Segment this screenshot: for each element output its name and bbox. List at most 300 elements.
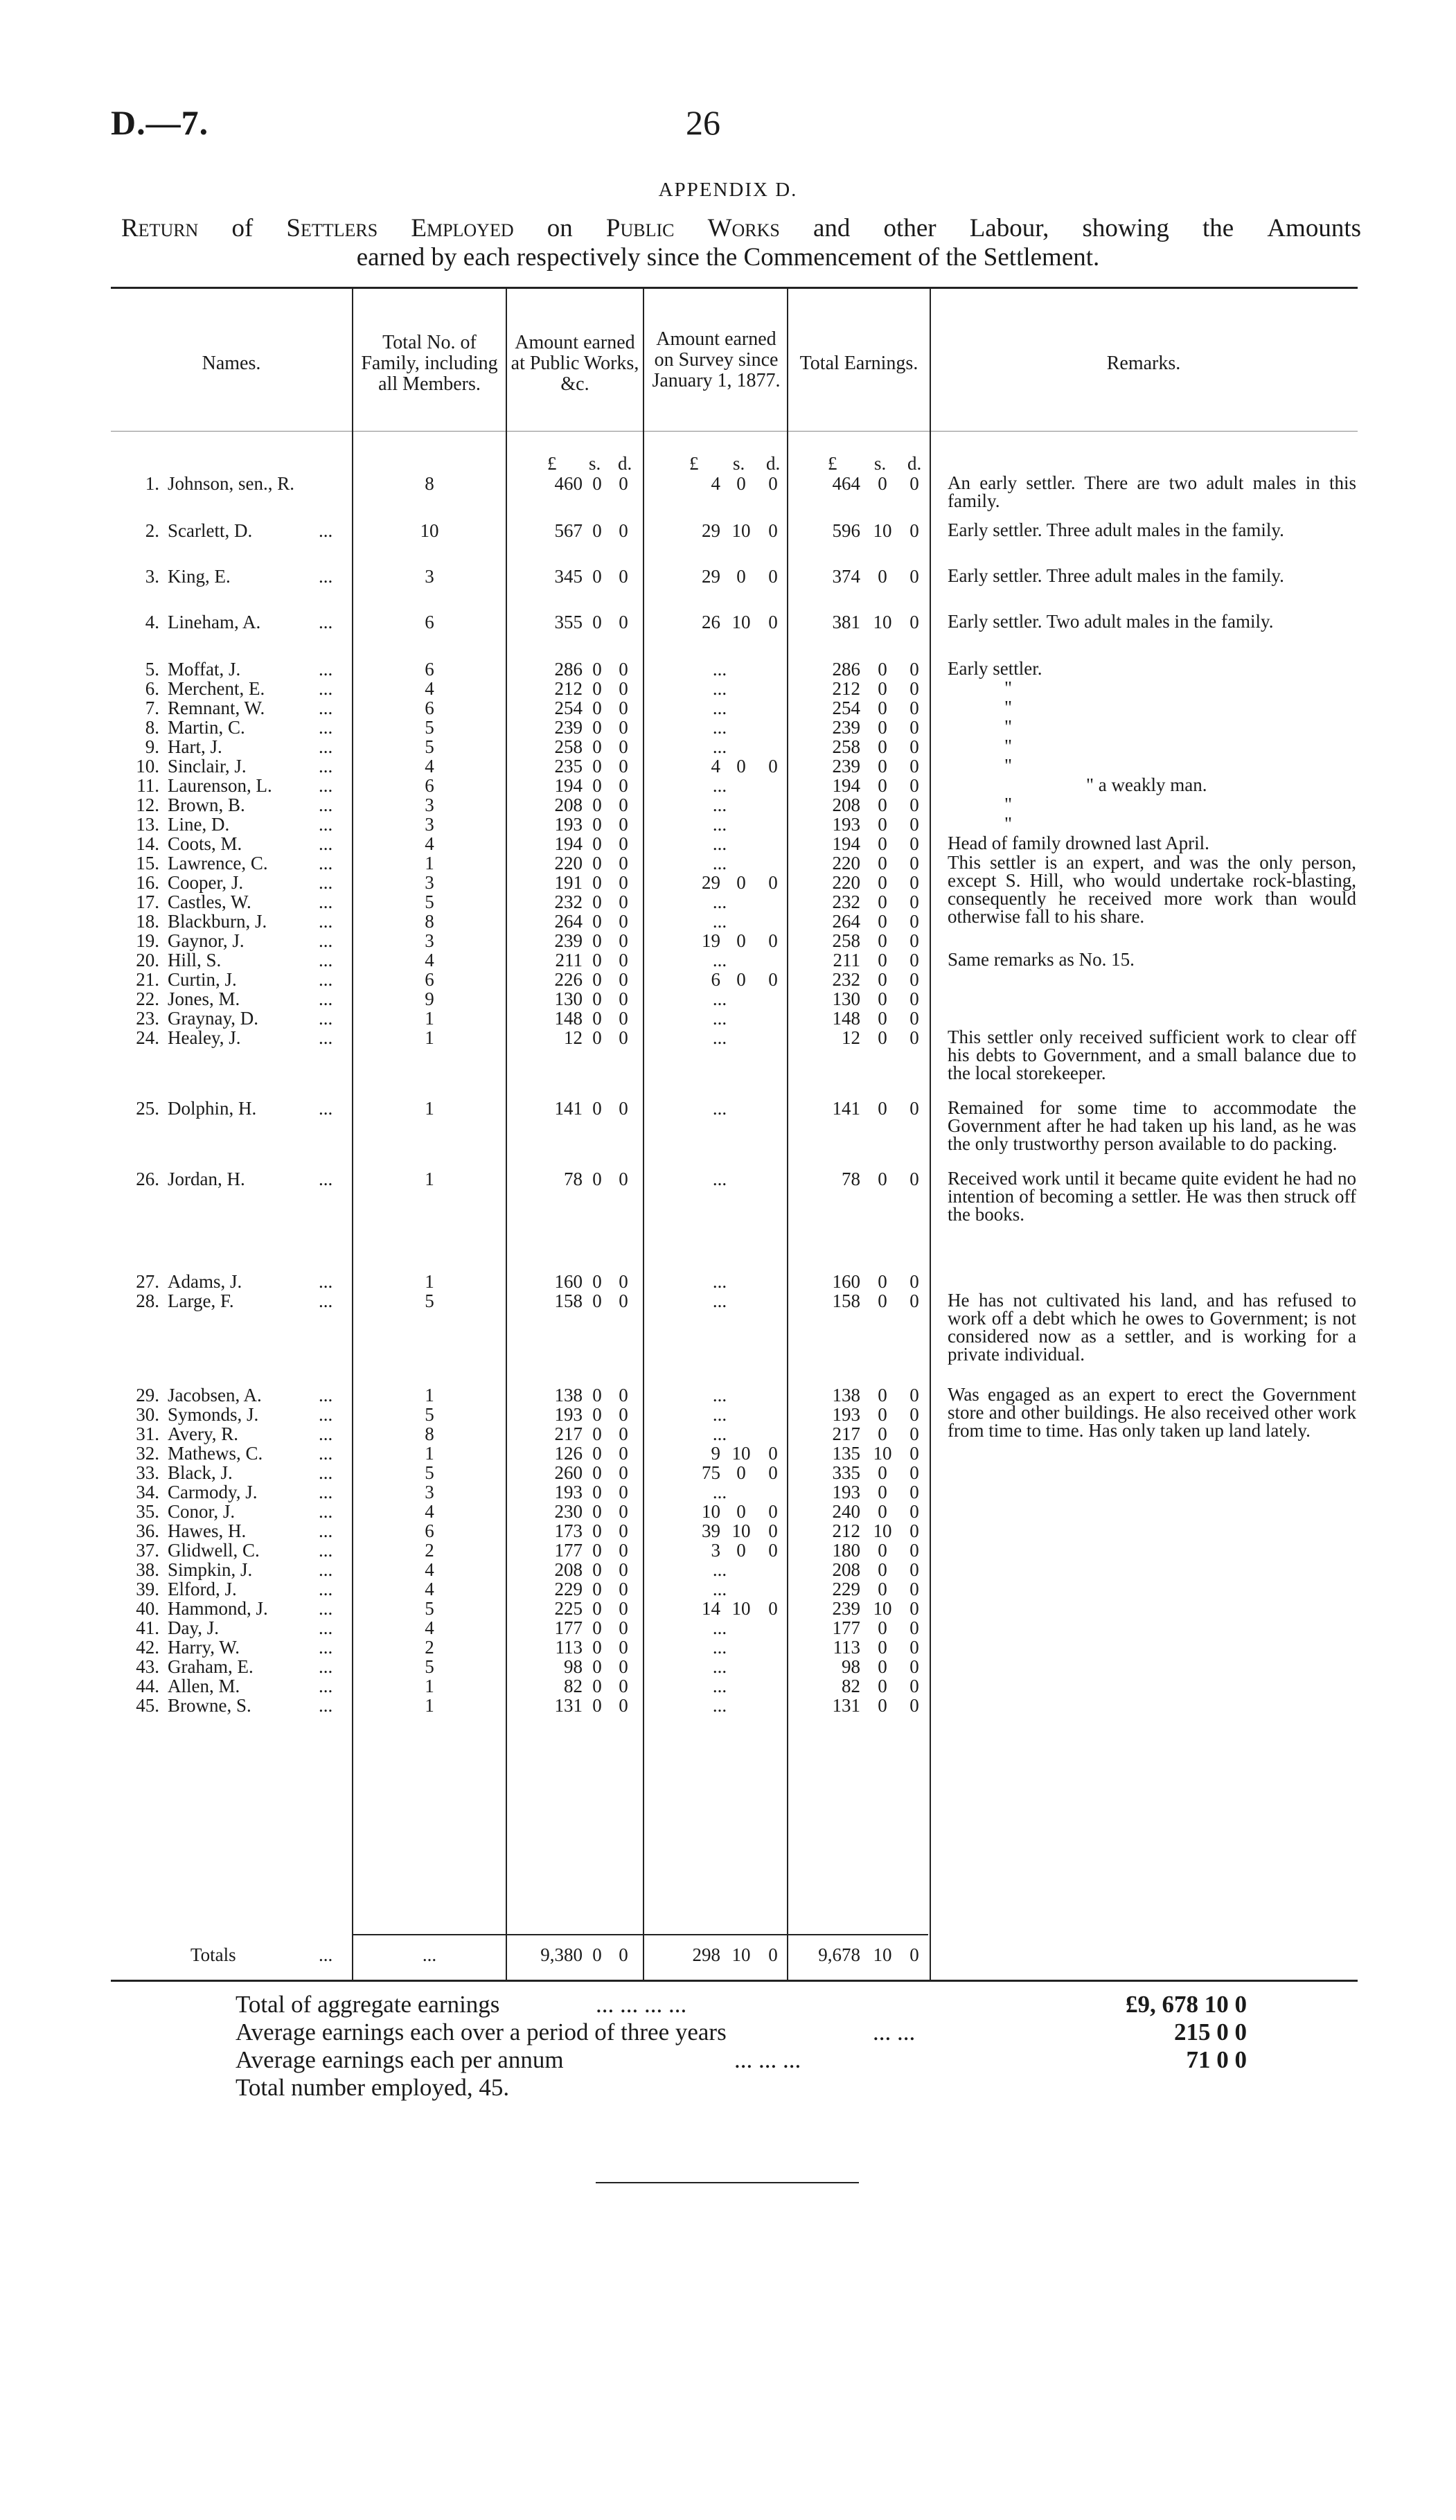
total-pence: 0 [909,1027,919,1048]
row-number: 1. [145,473,159,494]
public-shillings: 0 [592,659,602,680]
title-word: showing [1082,214,1169,242]
pub-unit-s: s. [589,453,601,474]
remark-text: Received work until it became quite evident he had no intention of becoming a settler. He was then struck off the books. [948,1168,1356,1225]
public-pounds: 141 [554,1098,583,1119]
total-shillings: 0 [878,853,887,873]
survey-blank: ... [712,678,727,699]
total-pounds: 78 [842,1169,860,1189]
family-count: 1 [425,1098,434,1119]
total-pounds: 193 [832,1404,860,1425]
title-word: other [883,214,936,242]
total-shillings: 0 [878,872,887,893]
survey-blank: ... [712,891,727,912]
survey-blank: ... [712,717,727,738]
total-pounds: 211 [833,950,860,970]
family-count: 4 [425,1579,434,1599]
total-pence: 0 [909,473,919,494]
public-shillings: 0 [592,1271,602,1292]
survey-blank: ... [712,1423,727,1444]
public-shillings: 0 [592,1290,602,1311]
survey-pence: 0 [768,1598,778,1619]
public-shillings: 0 [592,566,602,587]
total-pounds: 240 [832,1501,860,1522]
family-count: 8 [425,473,434,494]
total-pence: 0 [909,1695,919,1716]
name-dots: ... [319,988,333,1009]
public-pounds: 229 [554,1579,583,1599]
title-word: Settlers [286,214,378,242]
public-pounds: 208 [554,1559,583,1580]
survey-blank: ... [712,1290,727,1311]
total-pence: 0 [909,678,919,699]
family-count: 4 [425,678,434,699]
totals-total-pounds: 9,678 [818,1944,860,1965]
public-pence: 0 [619,1423,628,1444]
family-count: 8 [425,911,434,932]
survey-shillings: 0 [736,1540,746,1561]
summary-amount: 215 0 0 [1174,2018,1247,2046]
settler-name: Brown, B. [168,795,245,815]
title-word: Return [121,214,199,242]
total-pounds: 335 [832,1462,860,1483]
remark-text: An early settler. There are two adult males in this family. [948,472,1356,511]
summary-amount: 71 0 0 [1186,2046,1247,2073]
settler-name: Blackburn, J. [168,911,267,932]
survey-pounds: 75 [702,1462,720,1483]
public-pence: 0 [619,853,628,873]
remark-text: Early settler. Three adult males in the family. [948,565,1284,586]
survey-pounds: 26 [702,612,720,632]
survey-blank: ... [712,736,727,757]
tot-unit-d: d. [907,453,922,474]
total-pence: 0 [909,1423,919,1444]
public-pounds: 211 [555,950,583,970]
total-pence: 0 [909,795,919,815]
remark-text: " [1004,716,1013,737]
survey-pence: 0 [768,1520,778,1541]
public-pounds: 193 [554,814,583,835]
total-shillings: 0 [878,833,887,854]
total-pounds: 82 [842,1676,860,1696]
survey-blank: ... [712,1676,727,1696]
row-number: 29. [136,1385,159,1405]
settler-name: Mathews, C. [168,1443,263,1464]
total-pounds: 212 [832,1520,860,1541]
row-number: 31. [136,1423,159,1444]
table-top-rule [111,287,1358,289]
survey-pounds: 10 [702,1501,720,1522]
public-pence: 0 [619,1579,628,1599]
public-pence: 0 [619,1098,628,1119]
total-shillings: 0 [878,891,887,912]
settler-name: Coots, M. [168,833,242,854]
total-pounds: 160 [832,1271,860,1292]
public-pounds: 126 [554,1443,583,1464]
total-pence: 0 [909,775,919,796]
total-pence: 0 [909,566,919,587]
public-pence: 0 [619,911,628,932]
survey-blank: ... [712,1482,727,1502]
family-count: 3 [425,795,434,815]
total-shillings: 0 [878,775,887,796]
family-count: 2 [425,1637,434,1658]
row-number: 34. [136,1482,159,1502]
col-rule-1 [352,287,353,1981]
public-pounds: 235 [554,756,583,777]
public-shillings: 0 [592,1617,602,1638]
survey-shillings: 10 [731,1520,751,1541]
settler-name: Day, J. [168,1617,219,1638]
survey-shillings: 10 [731,1443,751,1464]
public-pounds: 177 [554,1617,583,1638]
public-pence: 0 [619,736,628,757]
public-pence: 0 [619,566,628,587]
survey-pence: 0 [768,520,778,541]
survey-blank: ... [712,1008,727,1029]
remark-text: This settler only received sufficient work to clear off his debts to Government, and a small balance due to the local storekeeper. [948,1027,1356,1083]
family-count: 1 [425,1169,434,1189]
title-word: of [231,214,254,242]
public-pence: 0 [619,930,628,951]
settler-name: Laurenson, L. [168,775,272,796]
survey-blank: ... [712,1098,727,1119]
public-shillings: 0 [592,930,602,951]
row-number: 4. [145,612,159,632]
total-pence: 0 [909,698,919,718]
row-number: 22. [136,988,159,1009]
total-shillings: 10 [873,1520,892,1541]
family-count: 6 [425,969,434,990]
survey-pence: 0 [768,969,778,990]
header-public: Amount earned at Public Works, &c. [511,332,639,395]
total-shillings: 0 [878,1656,887,1677]
survey-blank: ... [712,1271,727,1292]
remark-text: He has not cultivated his land, and has refused to work off a debt which he owes to Government; is not considered now as a settler, and is working for a private individual. [948,1290,1356,1365]
total-pounds: 286 [832,659,860,680]
appendix-title: APPENDIX D. [658,179,798,201]
name-dots: ... [319,1008,333,1029]
family-count: 4 [425,1559,434,1580]
total-pence: 0 [909,520,919,541]
row-number: 39. [136,1579,159,1599]
name-dots: ... [319,1695,333,1716]
public-pounds: 460 [554,473,583,494]
settler-name: Conor, J. [168,1501,236,1522]
total-pence: 0 [909,969,919,990]
family-count: 3 [425,1482,434,1502]
survey-blank: ... [712,853,727,873]
public-shillings: 0 [592,1579,602,1599]
total-pence: 0 [909,1559,919,1580]
survey-blank: ... [712,1637,727,1658]
total-pence: 0 [909,1271,919,1292]
survey-pounds: 29 [702,520,720,541]
name-dots: ... [319,911,333,932]
name-dots: ... [319,1098,333,1119]
table-title-line2: earned by each respectively since the Commencement of the Settlement. [356,243,1100,272]
settler-name: Jacobsen, A. [168,1385,262,1405]
name-dots: ... [319,659,333,680]
total-shillings: 0 [878,1637,887,1658]
public-pounds: 226 [554,969,583,990]
public-shillings: 0 [592,1695,602,1716]
name-dots: ... [319,717,333,738]
total-pence: 0 [909,756,919,777]
total-pounds: 135 [832,1443,860,1464]
public-shillings: 0 [592,1656,602,1677]
survey-shillings: 0 [736,756,746,777]
survey-pence: 0 [768,930,778,951]
survey-pence: 0 [768,1540,778,1561]
total-pence: 0 [909,736,919,757]
public-shillings: 0 [592,1385,602,1405]
survey-pence: 0 [768,1501,778,1522]
settler-name: Cooper, J. [168,872,244,893]
settler-name: Symonds, J. [168,1404,259,1425]
survey-pence: 0 [768,612,778,632]
row-number: 24. [136,1027,159,1048]
public-pounds: 82 [564,1676,583,1696]
row-number: 25. [136,1098,159,1119]
name-dots: ... [319,566,333,587]
title-word: and [813,214,851,242]
name-dots: ... [319,612,333,632]
survey-pence: 0 [768,1462,778,1483]
name-dots: ... [319,1540,333,1561]
survey-shillings: 0 [736,872,746,893]
public-shillings: 0 [592,473,602,494]
settler-name: Lawrence, C. [168,853,268,873]
public-shillings: 0 [592,833,602,854]
survey-shillings: 10 [731,520,751,541]
public-shillings: 0 [592,698,602,718]
totals-public-pounds: 9,380 [540,1944,583,1965]
public-pence: 0 [619,1482,628,1502]
settler-name: King, E. [168,566,231,587]
name-dots: ... [319,1423,333,1444]
survey-pounds: 29 [702,566,720,587]
public-pence: 0 [619,1169,628,1189]
header-survey: Amount earned on Survey since January 1, 1877. [652,328,781,391]
row-number: 45. [136,1695,159,1716]
name-dots: ... [319,1462,333,1483]
public-shillings: 0 [592,1501,602,1522]
public-shillings: 0 [592,1637,602,1658]
total-pence: 0 [909,833,919,854]
total-pounds: 12 [842,1027,860,1048]
total-pounds: 381 [832,612,860,632]
public-shillings: 0 [592,814,602,835]
total-pence: 0 [909,872,919,893]
name-dots: ... [319,872,333,893]
total-shillings: 0 [878,1617,887,1638]
name-dots: ... [319,736,333,757]
total-pence: 0 [909,814,919,835]
total-pence: 0 [909,1098,919,1119]
public-pounds: 225 [554,1598,583,1619]
family-count: 2 [425,1540,434,1561]
family-count: 9 [425,988,434,1009]
row-number: 32. [136,1443,159,1464]
total-shillings: 0 [878,950,887,970]
total-pounds: 239 [832,756,860,777]
remark-text: This settler is an expert, and was the only person, except S. Hill, who would undertake rock-blasting, consequently he received more work than would otherwise fall to his share. [948,852,1356,927]
total-shillings: 10 [873,520,892,541]
settler-name: Moffat, J. [168,659,241,680]
total-pounds: 464 [832,473,860,494]
remark-text: Head of family drowned last April. [948,833,1209,853]
settler-name: Carmody, J. [168,1482,258,1502]
total-shillings: 0 [878,698,887,718]
total-pence: 0 [909,1169,919,1189]
total-shillings: 0 [878,1271,887,1292]
family-count: 5 [425,736,434,757]
survey-blank: ... [712,1027,727,1048]
family-count: 8 [425,1423,434,1444]
survey-pounds: 9 [711,1443,720,1464]
public-pence: 0 [619,473,628,494]
total-pence: 0 [909,1462,919,1483]
row-number: 15. [136,853,159,873]
public-shillings: 0 [592,1027,602,1048]
public-pence: 0 [619,1443,628,1464]
totals-top-rule [353,1934,928,1935]
total-shillings: 0 [878,1676,887,1696]
survey-pounds: 29 [702,872,720,893]
settler-name: Gaynor, J. [168,930,245,951]
total-shillings: 0 [878,1482,887,1502]
survey-blank: ... [712,1656,727,1677]
col-rule-2 [506,287,507,1981]
name-dots: ... [319,1676,333,1696]
total-pence: 0 [909,950,919,970]
public-pounds: 208 [554,795,583,815]
row-number: 38. [136,1559,159,1580]
family-count: 5 [425,717,434,738]
total-pounds: 254 [832,698,860,718]
total-shillings: 0 [878,566,887,587]
total-pence: 0 [909,911,919,932]
name-dots: ... [319,1271,333,1292]
public-pounds: 138 [554,1385,583,1405]
total-pence: 0 [909,1290,919,1311]
name-dots: ... [319,833,333,854]
row-number: 17. [136,891,159,912]
remark-text: Was engaged as an expert to erect the Government store and other buildings. He also received other work from time to time. Has only taken up land lately. [948,1384,1356,1441]
settler-name: Avery, R. [168,1423,238,1444]
name-dots: ... [319,1637,333,1658]
row-number: 16. [136,872,159,893]
public-pounds: 232 [554,891,583,912]
public-shillings: 0 [592,1520,602,1541]
public-pence: 0 [619,1656,628,1677]
settler-name: Glidwell, C. [168,1540,260,1561]
public-pounds: 217 [554,1423,583,1444]
total-pounds: 258 [832,930,860,951]
total-pounds: 158 [832,1290,860,1311]
public-pence: 0 [619,756,628,777]
public-pence: 0 [619,988,628,1009]
total-pence: 0 [909,1501,919,1522]
family-count: 1 [425,853,434,873]
row-number: 3. [145,566,159,587]
survey-shillings: 0 [736,1501,746,1522]
row-number: 23. [136,1008,159,1029]
public-pence: 0 [619,1271,628,1292]
summary-label: Average earnings each over a period of three years [236,2018,727,2046]
public-pounds: 98 [564,1656,583,1677]
totals-label: Totals [190,1944,236,1965]
name-dots: ... [319,1404,333,1425]
total-pounds: 194 [832,833,860,854]
total-pence: 0 [909,1637,919,1658]
row-number: 21. [136,969,159,990]
total-pence: 0 [909,1520,919,1541]
public-pounds: 193 [554,1404,583,1425]
public-pence: 0 [619,1290,628,1311]
public-shillings: 0 [592,950,602,970]
public-pounds: 286 [554,659,583,680]
page-number: 26 [686,103,720,142]
total-shillings: 0 [878,1423,887,1444]
total-pence: 0 [909,1617,919,1638]
public-pence: 0 [619,659,628,680]
public-shillings: 0 [592,1423,602,1444]
name-dots: ... [319,520,333,541]
public-pounds: 113 [555,1637,583,1658]
public-pounds: 148 [554,1008,583,1029]
row-number: 33. [136,1462,159,1483]
family-count: 1 [425,1695,434,1716]
public-shillings: 0 [592,1540,602,1561]
sur-unit-l: £ [689,453,699,474]
remark-text: " [1004,677,1013,698]
total-pounds: 229 [832,1579,860,1599]
public-pounds: 258 [554,736,583,757]
total-shillings: 0 [878,969,887,990]
settler-name: Graynay, D. [168,1008,258,1029]
total-shillings: 0 [878,1385,887,1405]
total-shillings: 0 [878,1027,887,1048]
settler-name: Browne, S. [168,1695,251,1716]
name-dots: ... [319,1290,333,1311]
row-number: 36. [136,1520,159,1541]
public-pounds: 254 [554,698,583,718]
public-pounds: 12 [564,1027,583,1048]
family-count: 1 [425,1443,434,1464]
row-number: 40. [136,1598,159,1619]
title-word: the [1202,214,1234,242]
tot-unit-s: s. [874,453,887,474]
total-shillings: 0 [878,1540,887,1561]
public-pounds: 160 [554,1271,583,1292]
total-shillings: 0 [878,1404,887,1425]
total-pounds: 596 [832,520,860,541]
table-bottom-rule [111,1980,1358,1982]
page-ref: D.—7. [111,103,209,142]
survey-blank: ... [712,988,727,1009]
remark-text: " a weakly man. [1086,774,1207,795]
family-count: 10 [420,520,439,541]
name-dots: ... [319,756,333,777]
public-pounds: 264 [554,911,583,932]
summary-label: Total of aggregate earnings [236,1991,500,2018]
survey-pence: 0 [768,1443,778,1464]
name-dots: ... [319,1579,333,1599]
title-word: Employed [411,214,514,242]
remark-text: " [1004,794,1013,815]
